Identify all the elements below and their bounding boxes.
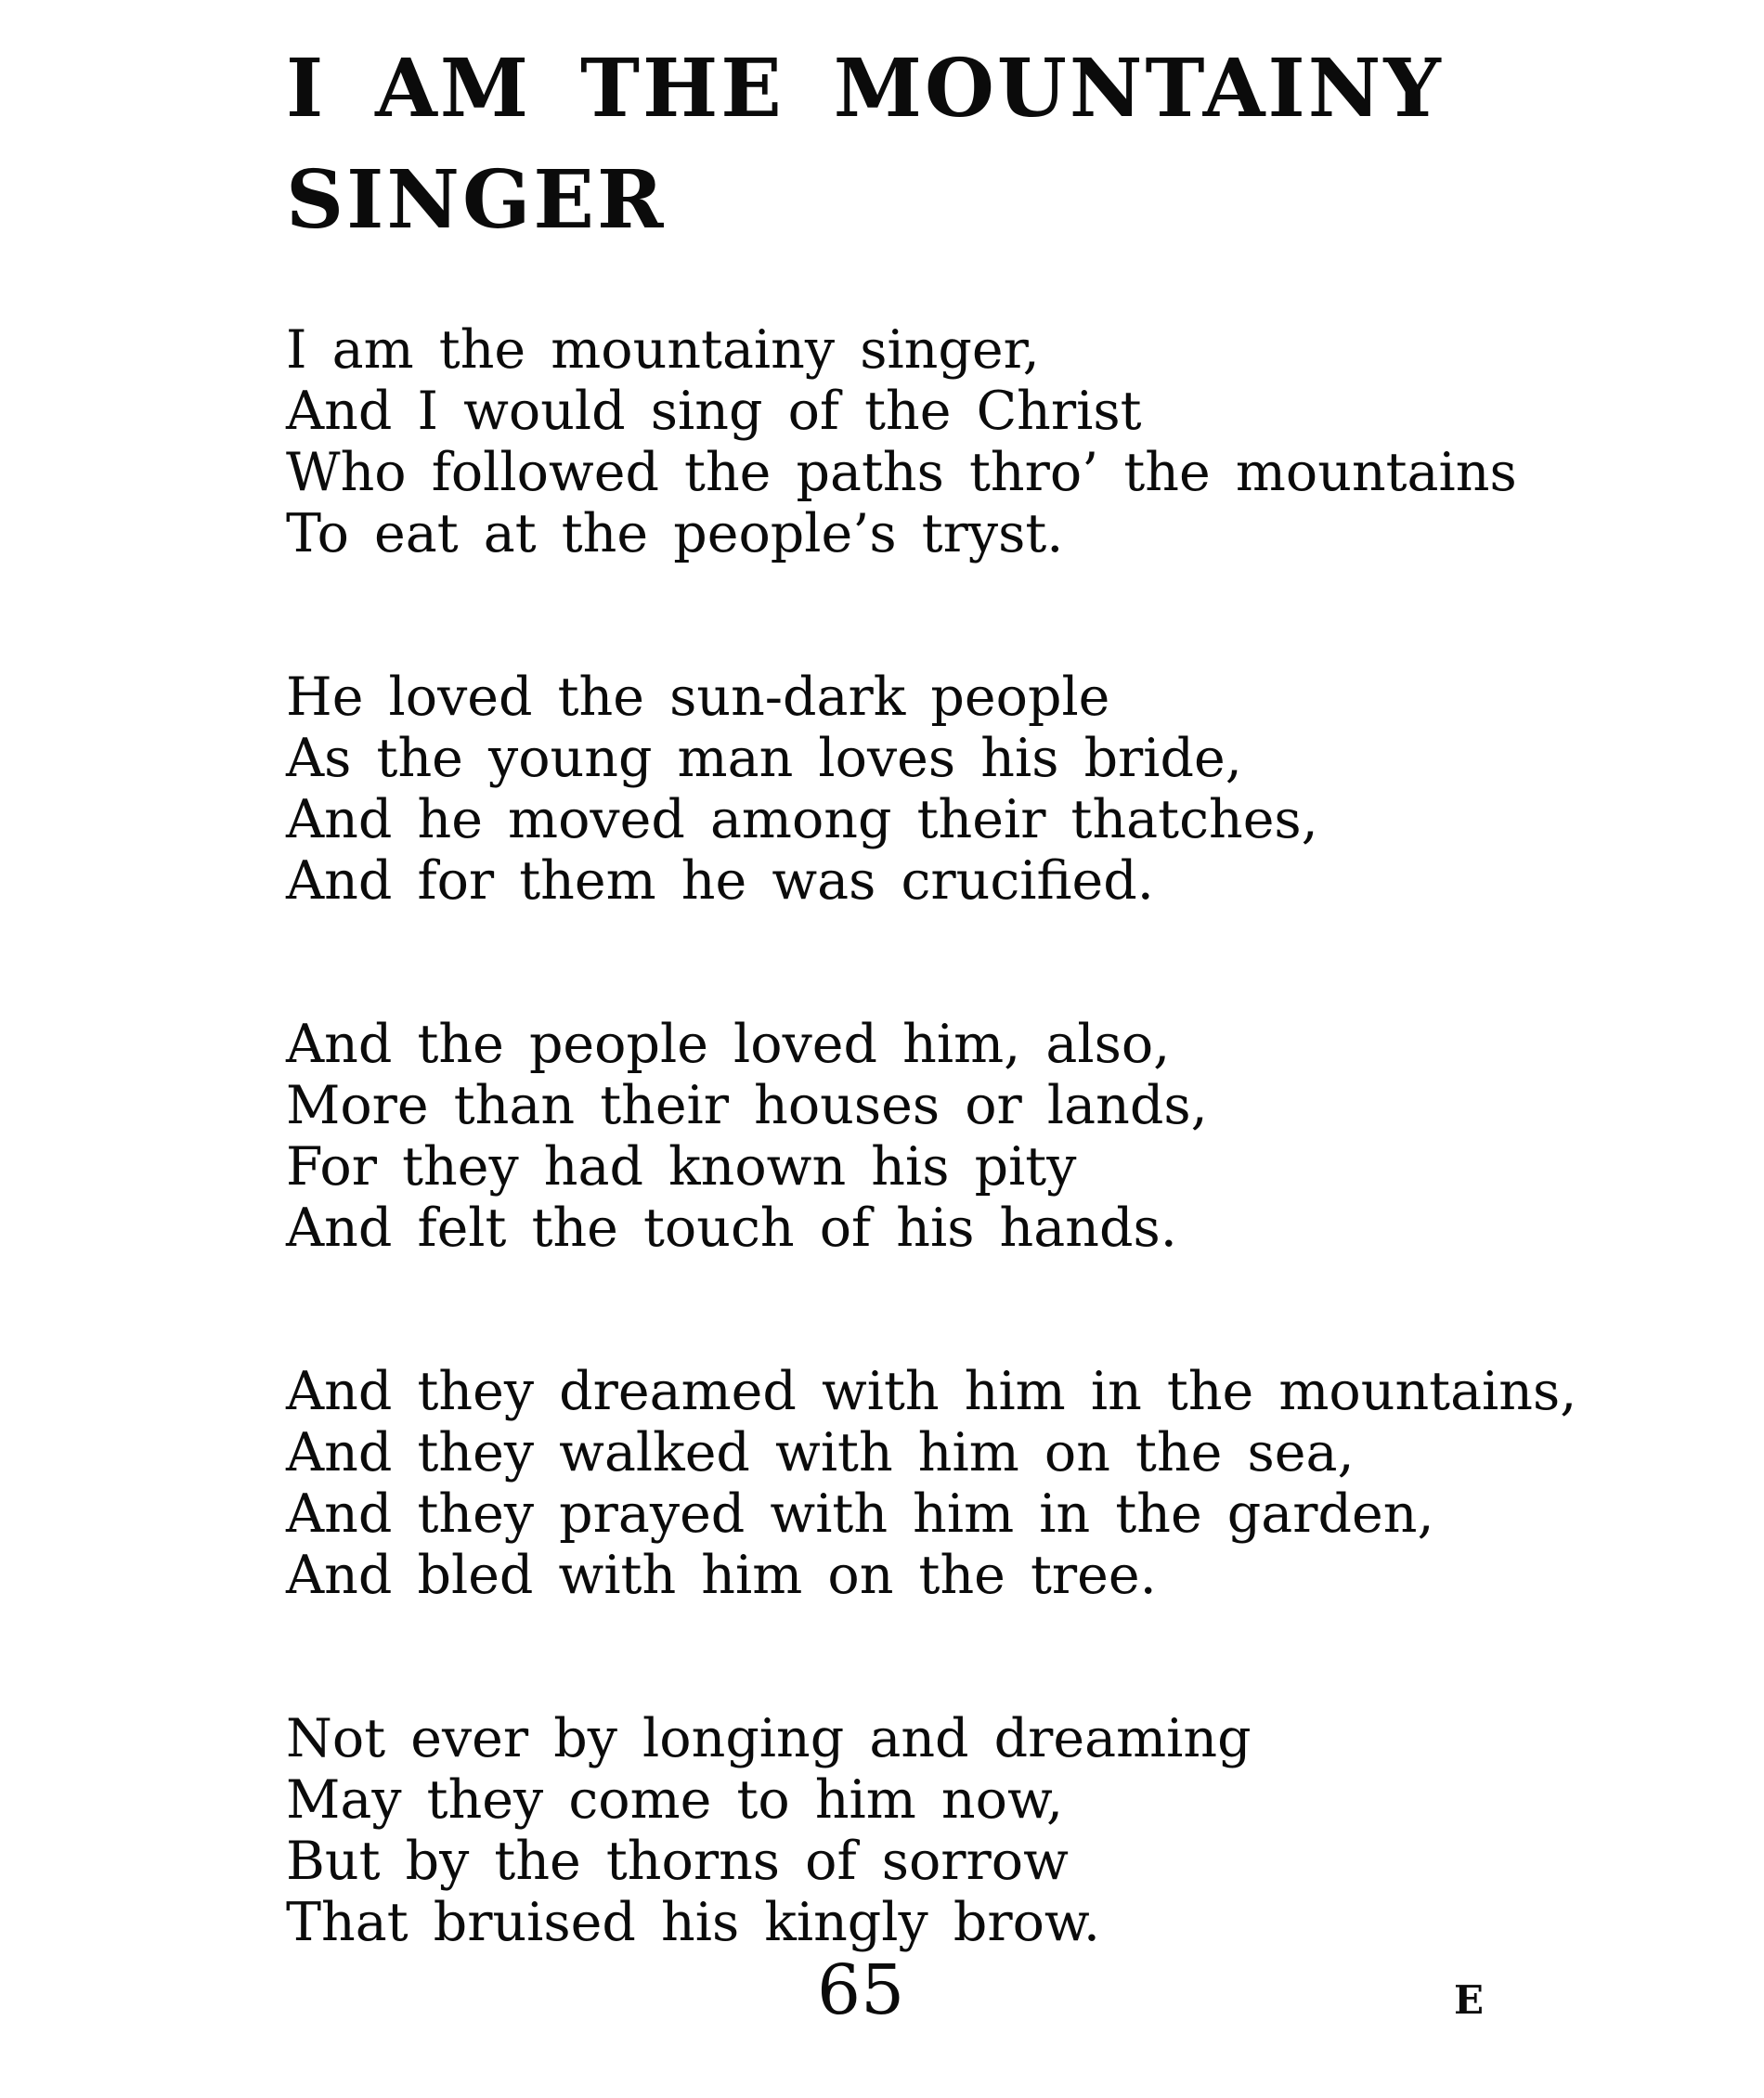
poem-title-line-1: I AM THE MOUNTAINY xyxy=(286,42,1444,136)
poem-title-line-2: SINGER xyxy=(286,153,667,247)
poem-line: And they dreamed with him in the mountains, xyxy=(286,1361,1577,1422)
poem-line: And he moved among their thatches, xyxy=(286,789,1318,850)
page-number: 65 xyxy=(817,1950,905,2030)
poem-line: And they walked with him on the sea, xyxy=(286,1422,1355,1483)
stanza-3 xyxy=(286,1014,1530,1259)
signature-mark: E xyxy=(1454,1977,1485,2023)
poem-line: More than their houses or lands, xyxy=(286,1075,1208,1136)
poem-line: I am the mountainy singer, xyxy=(286,319,1040,381)
poem-content xyxy=(286,33,1577,1953)
stanza-1 xyxy=(286,319,1530,564)
poem-line: May they come to him now, xyxy=(286,1769,1064,1831)
poem-line: And they prayed with him in the garden, xyxy=(286,1483,1434,1545)
poem-line: That bruised his kingly brow. xyxy=(286,1892,1101,1953)
poem-line: And I would sing of the Christ xyxy=(286,381,1142,442)
poem-line: Not ever by longing and dreaming xyxy=(286,1708,1252,1769)
poem-line: For they had known his pity xyxy=(286,1136,1077,1198)
poem-line: As the young man loves his bride, xyxy=(286,728,1242,789)
stanza-4 xyxy=(286,1361,1577,1606)
poem-line: To eat at the people’s tryst. xyxy=(286,503,1064,564)
poem-line: And the people loved him, also, xyxy=(286,1014,1171,1075)
poem-line: Who followed the paths thro’ the mountains xyxy=(286,442,1517,503)
poem-title xyxy=(286,33,1530,256)
poem-line: And bled with him on the tree. xyxy=(286,1545,1157,1606)
poem-line: And felt the touch of his hands. xyxy=(286,1198,1177,1259)
poem-line: And for them he was crucified. xyxy=(286,850,1154,912)
stanza-5 xyxy=(286,1708,1530,1953)
poem-line: But by the thorns of sorrow xyxy=(286,1831,1069,1892)
poem-line: He loved the sun-dark people xyxy=(286,667,1110,728)
stanza-2 xyxy=(286,667,1530,912)
